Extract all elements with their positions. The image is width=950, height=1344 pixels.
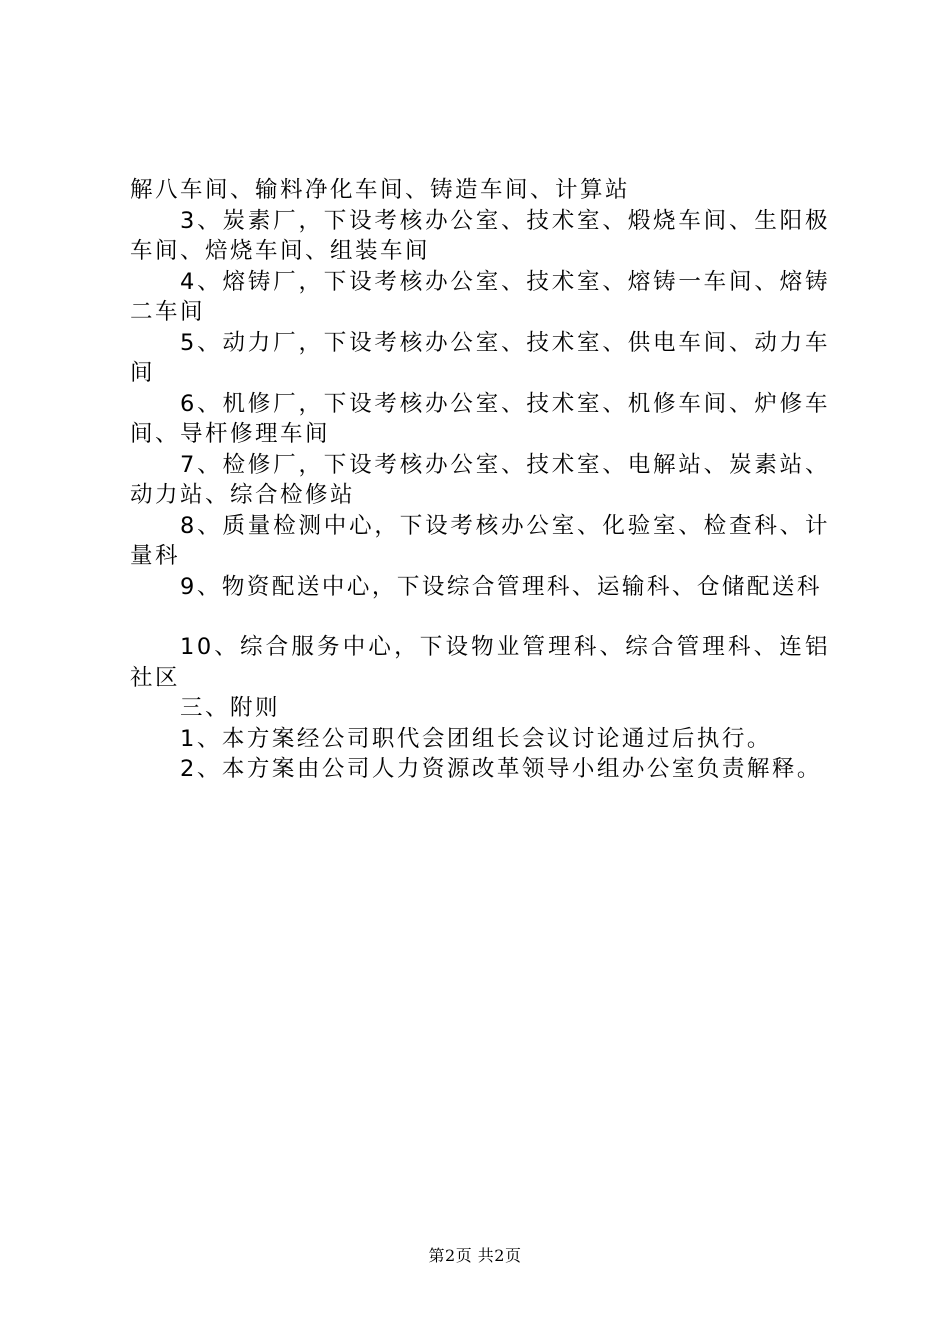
paragraph-item-9: 9、物资配送中心，下设综合管理科、运输科、仓储配送科 [180, 573, 822, 600]
document-body [130, 175, 830, 785]
paragraph-continuation: 解八车间、输料净化车间、铸造车间、计算站 [130, 177, 631, 203]
paragraph-item-7: 7、检修厂，下设考核办公室、技术室、电解站、炭素站、动力站、综合检修站 [130, 451, 830, 508]
paragraph-appendix-1: 1、本方案经公司职代会团组长会议讨论通过后执行。 [180, 725, 772, 752]
paragraph-appendix-2: 2、本方案由公司人力资源改革领导小组办公室负责解释。 [180, 756, 822, 782]
paragraph-item-3: 3、炭素厂，下设考核办公室、技术室、煅烧车间、生阳极车间、焙烧车间、组装车间 [130, 207, 830, 264]
paragraph-item-8: 8、质量检测中心，下设考核办公室、化验室、检查科、计量科 [130, 512, 830, 569]
section-heading-appendix: 三、附则 [180, 695, 281, 721]
paragraph-item-6: 6、机修厂，下设考核办公室、技术室、机修车间、炉修车间、导杆修理车间 [130, 390, 830, 447]
paragraph-item-10: 10、综合服务中心，下设物业管理科、综合管理科、连铝社区 [130, 634, 830, 691]
paragraph-item-4: 4、熔铸厂，下设考核办公室、技术室、熔铸一车间、熔铸二车间 [130, 268, 830, 325]
paragraph-item-5: 5、动力厂，下设考核办公室、技术室、供电车间、动力车间 [130, 329, 830, 386]
page-number-footer: 第2页 共2页 [428, 1246, 522, 1265]
